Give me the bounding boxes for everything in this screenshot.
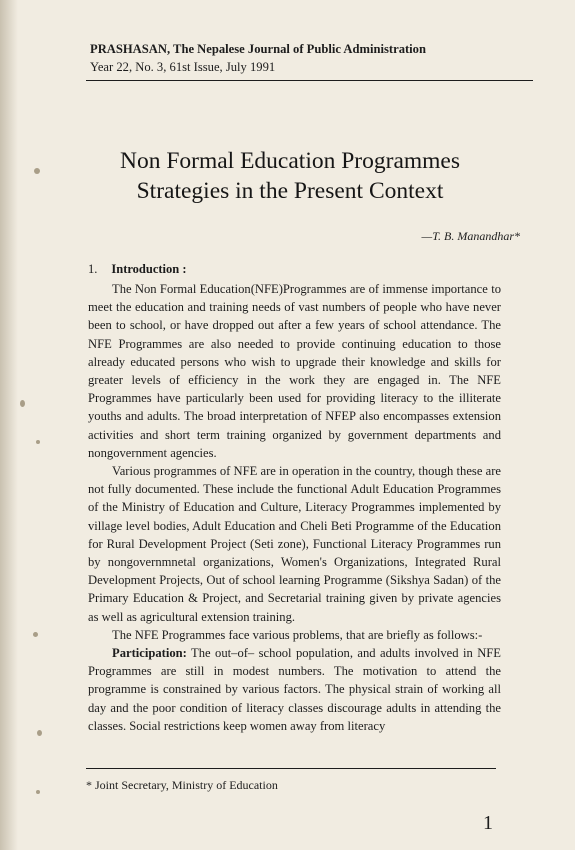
- section-number: 1.: [88, 262, 98, 276]
- participation-label: Participation:: [112, 646, 187, 661]
- article-body: [88, 280, 501, 735]
- journal-issue-line: Year 22, No. 3, 61st Issue, July 1991: [90, 60, 276, 74]
- footnote: * Joint Secretary, Ministry of Education: [86, 778, 278, 792]
- paragraph-participation: [88, 644, 501, 735]
- journal-title-line: [90, 40, 530, 58]
- footnote-rule: [86, 768, 496, 769]
- section-heading: [88, 262, 187, 277]
- paragraph-problems: The NFE Programmes face various problems, that are briefly as follows:-: [112, 627, 483, 642]
- article-title-line-2: Strategies in the Present Context: [136, 178, 444, 204]
- paragraph-programmes: Various programmes of NFE are in operation in the country, though these are not fully documented. These include the functional Adult Education Programmes of the Ministry of Education and Culture, Literacy Programmes implemented by village level bodies, Adult Education and Cheli Beti Programme of the Education for Rural Development Project (Seti zone), Functional Literacy Programmes run by nongovernmnetal organizations, Women's Organizations, Integrated Rural Development Projects, Out of school learning Programme (Sikshya Sadan) of the Primary Education & Project, and Secretarial training given by private agencies as well as agricultural extension training.: [88, 464, 501, 624]
- journal-name: PRASHASAN, The Nepalese Journal of Public Administration: [90, 42, 426, 56]
- article-author: —T. B. Manandhar*: [421, 229, 520, 243]
- paper-speck: [34, 168, 40, 174]
- paper-speck: [36, 790, 40, 794]
- participation-text: The out–of– school population, and adults involved in NFE Programmes are still in modest numbers. The motivation to attend the programme is constrained by various factors. The physical strain of working all day and the poor condition of literacy classes discourage adults in attending the classes. Social restrictions keep women away from literacy: [88, 646, 501, 733]
- header-rule: [86, 80, 533, 81]
- paper-speck: [37, 730, 42, 736]
- article-title-line-1: Non Formal Education Programmes: [119, 148, 461, 174]
- section-title: Introduction :: [111, 262, 187, 276]
- paragraph-introduction: The Non Formal Education(NFE)Programmes are of immense importance to meet the education and training needs of vast numbers of people who have never been to school, or have dropped out after a few years of school attendance. The NFE Programmes are also needed to provide continuing education to those already educated persons who wish to upgrade their knowledge and skills for greater levels of efficiency in the work they are engaged in. The NFE Programmes have particularly been used for providing literacy to the illiterate youths and adults. The broad interpretation of NFEP also encompasses extension activities and short term training organized by government departments and nongovernment agencies.: [88, 282, 501, 460]
- page-number: 1: [483, 812, 493, 834]
- journal-header: [90, 40, 530, 76]
- page-edge-shadow: [0, 0, 18, 850]
- paper-speck: [20, 400, 25, 407]
- paper-speck: [33, 632, 38, 637]
- paper-speck: [36, 440, 40, 444]
